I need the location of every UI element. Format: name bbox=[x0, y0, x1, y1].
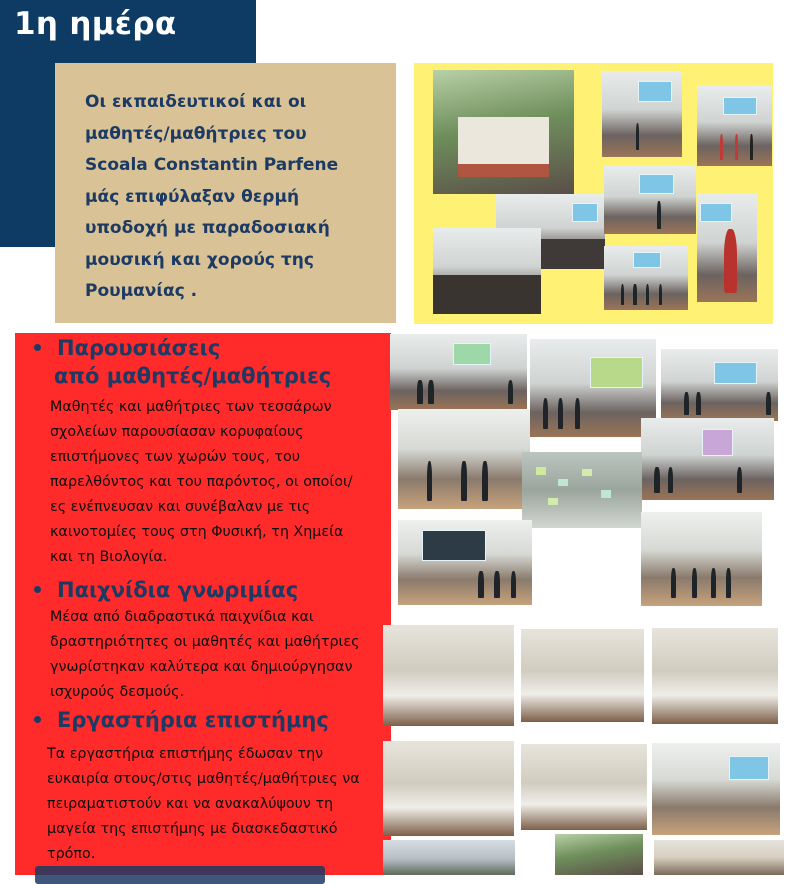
intro-line: υποδοχή με παραδοσιακή bbox=[85, 218, 330, 238]
presentation-photo bbox=[602, 71, 682, 157]
stage-performance-photo bbox=[604, 246, 688, 310]
intro-line: Οι εκπαιδευτικοί και οι bbox=[85, 92, 307, 112]
lab-photo-3 bbox=[652, 628, 778, 724]
folk-costume-photo bbox=[697, 194, 757, 302]
icebreakers-text: Μέσα από διαδραστικά παιχνίδια και δραστηριότητες οι μαθητές και μαθήτριες γνωρίστηκαν καλύτερα και δημιούργησαν ισχυρούς δεσμούς. bbox=[50, 609, 360, 700]
section-heading-presentations: Παρουσιάσεις bbox=[34, 334, 220, 362]
section-heading-presentations-line2: από μαθητές/μαθήτριες bbox=[54, 364, 332, 388]
intro-line: μουσική και χορούς της bbox=[85, 249, 314, 270]
sticky-notes-photo bbox=[522, 452, 642, 528]
intro-box bbox=[55, 63, 396, 323]
bullet-icon bbox=[34, 586, 41, 593]
bullet-icon bbox=[34, 344, 41, 351]
lab-photo-4 bbox=[383, 741, 514, 836]
intro-line: Scoala Constantin Parfene bbox=[85, 155, 339, 175]
section-heading-science-labs: Εργαστήρια επιστήμης bbox=[34, 706, 329, 734]
school-building-photo bbox=[433, 70, 574, 194]
page-title: 1η ημέρα bbox=[14, 6, 177, 42]
hall-audience-photo bbox=[433, 228, 541, 314]
musician-photo bbox=[604, 166, 696, 234]
section-heading-icebreakers: Παιχνίδια γνωριμίας bbox=[34, 576, 298, 604]
icebreaker-photo-1 bbox=[398, 409, 530, 509]
presentation-photo-3 bbox=[661, 349, 778, 421]
lab-photo-1 bbox=[383, 625, 514, 726]
presentations-text: Μαθητές και μαθήτριες των τεσσάρων σχολείων παρουσίασαν κορυφαίους επιστήμονες των χωρών τους, του παρελθόντος και του παρόντος, οι οποίοι/ ες ενέπνευσαν και συνέβαλαν με τις καινοτομίες τους στη Φυσική, τη Χημεία και τη Βιολογία. bbox=[50, 399, 353, 565]
lab-photo-5 bbox=[521, 744, 647, 830]
dancers-photo bbox=[697, 86, 772, 166]
outdoor-photo-1 bbox=[383, 840, 515, 875]
lab-photo-2 bbox=[521, 629, 644, 722]
science-labs-text: Τα εργαστήρια επιστήμης έδωσαν την ευκαιρία στους/στις μαθητές/μαθήτριες να πειραματιστούν και να ανακαλύψουν τη μαγεία της επιστήμης με διασκεδαστικό τρόπο. bbox=[47, 746, 360, 862]
presentation-photo-4 bbox=[641, 418, 774, 500]
presentation-photo-2 bbox=[530, 339, 656, 437]
presentation-photo-1 bbox=[390, 334, 527, 410]
bullet-icon bbox=[34, 716, 41, 723]
intro-line: μαθητές/μαθήτριες του bbox=[85, 123, 307, 144]
intro-line: μάς επιφύλαξαν θερμή bbox=[85, 186, 300, 207]
intro-line: Ρουμανίας . bbox=[85, 281, 198, 301]
icebreaker-photo-3 bbox=[641, 512, 762, 606]
lab-photo-6 bbox=[652, 743, 780, 835]
outdoor-photo-2 bbox=[555, 834, 643, 875]
cropped-next-heading bbox=[35, 866, 325, 884]
icebreaker-photo-2 bbox=[398, 520, 532, 605]
outdoor-photo-3 bbox=[654, 840, 784, 875]
intro-text bbox=[85, 87, 385, 308]
